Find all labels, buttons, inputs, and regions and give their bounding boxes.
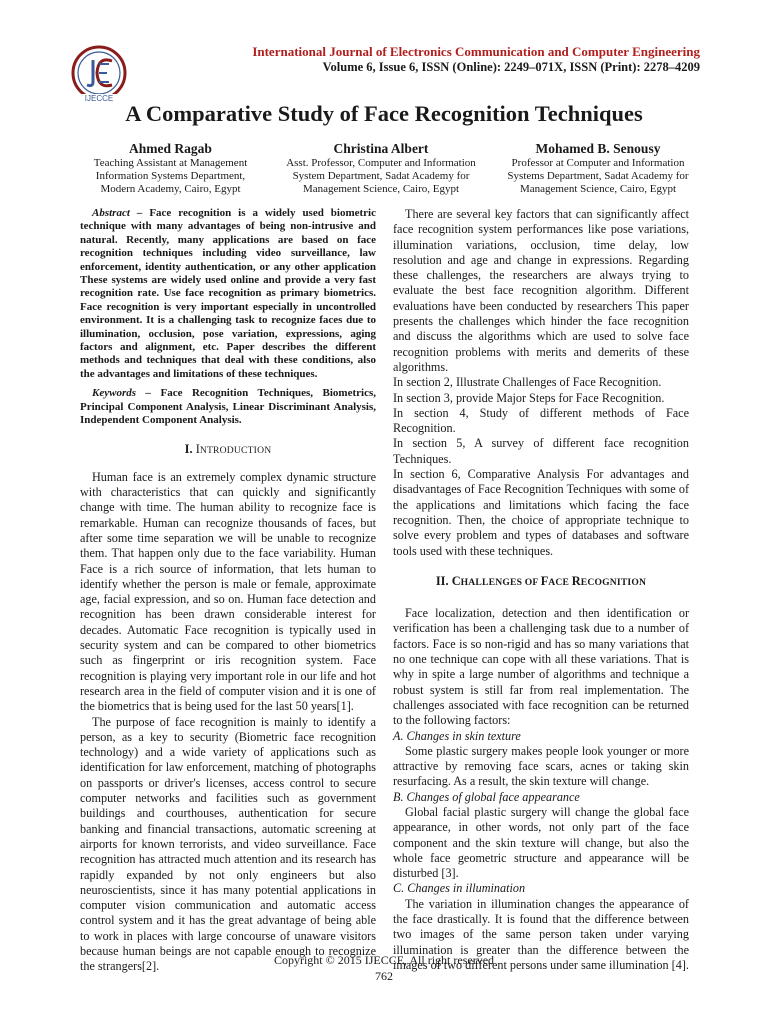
section-heading: I. INTRODUCTION — [184, 441, 272, 456]
abstract-text: Face recognition is a widely used biometric technique with many advantages of being non-intrusive and natural. Recently, many applications are based on face recognition techniques including video surveillance, law enforcement, identity authentication, or any other application These systems are widely used online and provide a very fast recognition rate. Use face recognition as primary biometrics. Face recognition is very important especially in uncontrolled environment. It is a challenging task to recognize faces due to illumination, occlusion, pose variation, expressions, aging factors and alignment, etc. Paper describes the different methods and techniques that deal with these conditions, also the advantages and limitations of these techniques. — [80, 207, 376, 380]
section-number: I. — [184, 441, 196, 456]
author-block — [500, 140, 696, 196]
outline-item: In section 5, A survey of different face recognition Techniques. — [393, 436, 689, 466]
subsection-heading: B. Changes of global face appearance — [393, 789, 580, 804]
right-column — [393, 207, 689, 973]
paragraph: The variation in illumination changes the appearance of the face drastically. It is found that the difference between two images of the same person taken under varying illumination is greater than the difference between the images of two different persons under same illumination [4]. — [393, 896, 689, 972]
section-number: II. — [435, 573, 452, 588]
volume-issn: Volume 6, Issue 6, ISSN (Online): 2249–071X, ISSN (Print): 2278–4209 — [322, 60, 700, 74]
journal-logo — [68, 44, 130, 106]
journal-header — [150, 44, 700, 75]
subsection-heading: C. Changes in illumination — [393, 881, 526, 896]
outline-item: In section 6, Comparative Analysis For advantages and disadvantages of Face Recognition Techniques with some of the applications and limitations which facing the face recognition. Then, the choice of appropriate technique to solve every problem and types of databases and software tools used with these techniques. — [393, 467, 689, 558]
subsection-heading: A. Changes in skin texture — [393, 728, 521, 743]
paragraph: Face localization, detection and then identification or verification has been a challenging task due to a number of factors. Face is so non-rigid and has so many variations that no one technique can cope with all these variations. That is why in spite a large number of algorithms and technique a robust system is still far from real implementation. The challenges associated with face recognition can be returned to the following factors: — [393, 606, 689, 728]
journal-name: International Journal of Electronics Communication and Computer Engineering — [252, 44, 700, 59]
keywords-text: Face Recognition Techniques, Biometrics, Principal Component Analysis, Linear Discriminant Analysis, Independent Component Analysis. — [80, 387, 376, 427]
abstract — [80, 207, 376, 381]
keywords — [80, 387, 376, 427]
left-column — [80, 207, 376, 975]
page-footer — [0, 952, 768, 984]
author-block — [283, 140, 479, 196]
paragraph: The purpose of face recognition is mainly to identify a person, as a key to security (Biometric face recognition technology) and a wide variety of applications such as identification for law enforcement, matching of photographs on passports or driver's licenses, access control to secure computer networks and facilities such as government buildings and courthouses, authentication for secure banking and financial transactions, automatic screening at airports for known terrorists, and video surveillance. Face recognition has attracted much attention and its research has rapidly expanded by not only engineers but also neuroscientists, since it has many potential applications in computer vision communication and automatic access control system and it has the great advantage of being able to work in places with large concourse of unaware visitors because human beings are not capable enough to recognize the strangers[2]. — [80, 714, 376, 974]
paragraph: There are several key factors that can significantly affect face recognition system performances like pose variations, illumination variations, occlusion, time delay, low resolution and age and change in expressions. Regarding these challenges, the researchers are always trying to evaluate the best face recognition algorithm. Different evaluations have been conducted by researchers This paper presents the challenges which hinder the face recognition and discuss the algorithms which are used to solve face recognition problems with merits and demerits of these algorithms. — [393, 207, 689, 374]
author-block — [78, 140, 263, 196]
author-affiliation: Teaching Assistant at Management Information Systems Department, Modern Academy, Cairo, Egypt — [93, 157, 248, 195]
page-number: 762 — [375, 969, 393, 983]
paragraph: Human face is an extremely complex dynamic structure with characteristics that can quickly and significantly change with time. The human ability to recognize face is remarkable. Human can recognize thousands of faces, but after some time separation we will be unable to recognize them. That happen only due to the face variability. Human Face is a rich source of information, that lets human to identify whether the person is male or female, approximate age, facial expression, and so on. Human face detection and recognition has been drawn considerable interest for decades. Automatic Face recognition is typically used in security system and can be compared to other biometrics such as fingerprint or iris recognition system. Face recognition is playing very important role in our life and hot research area in the field of computer vision and it is one of the biometrics that is being used for the last 50 years[1]. — [80, 469, 376, 714]
paragraph: Some plastic surgery makes people look younger or more attractive by removing face scars, acnes or taking skin resurfacing. As a result, the skin texture will change. — [393, 743, 689, 789]
logo-caption: IJECCE — [68, 94, 130, 103]
outline-item: In section 3, provide Major Steps for Face Recognition. — [393, 390, 665, 405]
paper-title: A Comparative Study of Face Recognition Techniques — [125, 101, 643, 126]
author-name: Mohamed B. Senousy — [535, 141, 661, 156]
author-name: Ahmed Ragab — [129, 141, 212, 156]
keywords-label: Keywords – — [92, 387, 151, 400]
outline-item: In section 4, Study of different methods of Face Recognition. — [393, 405, 689, 436]
outline-item: In section 2, Illustrate Challenges of Face Recognition. — [393, 375, 662, 390]
abstract-label: Abstract – — [92, 207, 143, 219]
copyright-notice: Copyright © 2015 IJECCE, All right reserved — [273, 953, 495, 967]
section-heading: II. CHALLENGES OF FACE RECOGNITION — [435, 573, 647, 588]
author-affiliation: Professor at Computer and Information Systems Department, Sadat Academy for Management Science, Cairo, Egypt — [507, 157, 689, 195]
author-name: Christina Albert — [333, 141, 429, 156]
author-affiliation: Asst. Professor, Computer and Information System Department, Sadat Academy for Management Science, Cairo, Egypt — [286, 157, 476, 195]
paragraph: Global facial plastic surgery will change the global face appearance, in other words, not only part of the face component and the skin texture will change, but also the whole face geometric structure and appearance will be disturbed [3]. — [393, 804, 689, 881]
